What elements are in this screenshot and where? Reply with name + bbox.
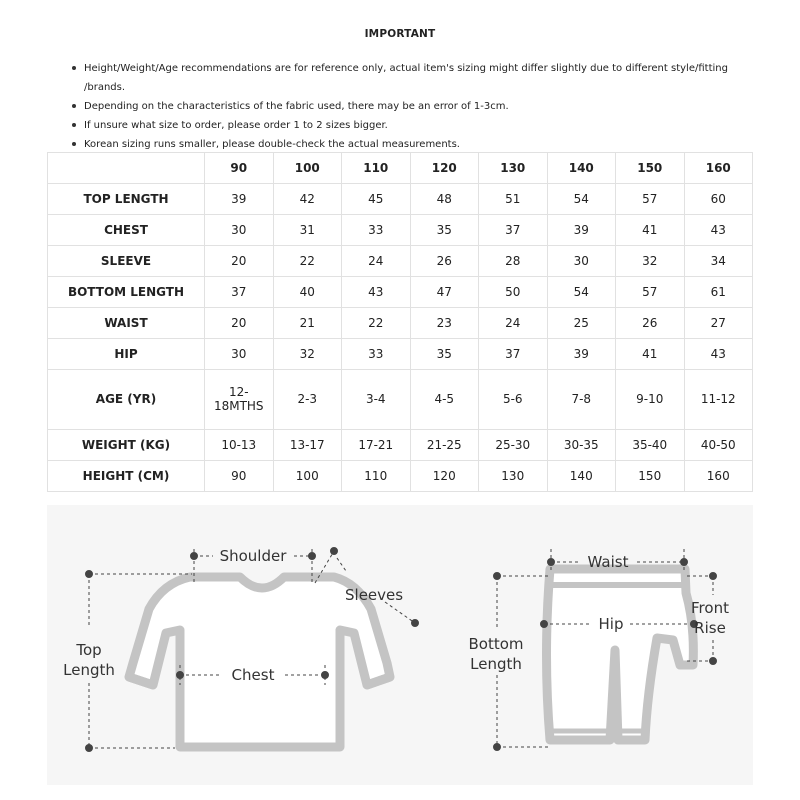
- table-cell: 28: [479, 246, 548, 277]
- important-title: IMPORTANT: [364, 28, 436, 40]
- table-cell: 57: [616, 184, 685, 215]
- size-header-row: [48, 153, 753, 184]
- table-cell: 110: [342, 460, 411, 491]
- table-cell: 30: [205, 215, 274, 246]
- table-cell: 39: [547, 215, 616, 246]
- table-cell: 33: [342, 215, 411, 246]
- measurement-diagram: [47, 505, 753, 785]
- note-item: Height/Weight/Age recommendations are for reference only, actual item's sizing might differ slightly due to different style/fitting /brands.: [72, 59, 762, 97]
- table-cell: 21-25: [410, 429, 479, 460]
- table-row: [48, 370, 753, 430]
- table-cell: 54: [547, 184, 616, 215]
- table-cell: 26: [616, 308, 685, 339]
- table-cell: 140: [547, 460, 616, 491]
- table-cell: 30: [205, 339, 274, 370]
- bottom-garment-illustration: [547, 569, 694, 740]
- size-header-cell: 90: [205, 153, 274, 184]
- bottom-length-label-line2: Length: [470, 655, 522, 673]
- table-cell: 4-5: [410, 370, 479, 430]
- bottom-length-label-line1: Bottom: [468, 635, 524, 653]
- table-cell: 43: [342, 277, 411, 308]
- table-row: [48, 184, 753, 215]
- table-cell: 35-40: [616, 429, 685, 460]
- row-label-cell: CHEST: [48, 215, 205, 246]
- row-label-cell: AGE (YR): [48, 370, 205, 430]
- table-cell: 13-17: [273, 429, 342, 460]
- table-cell: 160: [684, 460, 753, 491]
- table-cell: 37: [205, 277, 274, 308]
- table-cell: 54: [547, 277, 616, 308]
- size-header-cell: 130: [479, 153, 548, 184]
- front-rise-label-line1: Front: [691, 599, 729, 617]
- table-cell: 37: [479, 339, 548, 370]
- row-label-cell: BOTTOM LENGTH: [48, 277, 205, 308]
- table-cell: 9-10: [616, 370, 685, 430]
- table-cell: 40: [273, 277, 342, 308]
- table-cell: 26: [410, 246, 479, 277]
- table-cell: 30: [547, 246, 616, 277]
- row-label-cell: HEIGHT (CM): [48, 460, 205, 491]
- table-cell: 41: [616, 339, 685, 370]
- table-cell: 47: [410, 277, 479, 308]
- table-row: [48, 460, 753, 491]
- table-cell: 100: [273, 460, 342, 491]
- top-length-label-line1: Top: [76, 641, 102, 659]
- table-cell: 21: [273, 308, 342, 339]
- table-cell: 2-3: [273, 370, 342, 430]
- chest-label: Chest: [231, 666, 275, 684]
- table-cell: 42: [273, 184, 342, 215]
- row-label-cell: HIP: [48, 339, 205, 370]
- table-cell: 24: [342, 246, 411, 277]
- table-cell: 50: [479, 277, 548, 308]
- table-row: [48, 339, 753, 370]
- table-cell: 60: [684, 184, 753, 215]
- size-chart-body: [48, 153, 753, 492]
- table-cell: 10-13: [205, 429, 274, 460]
- table-cell: 33: [342, 339, 411, 370]
- table-cell: 25: [547, 308, 616, 339]
- shoulder-label: Shoulder: [219, 547, 287, 565]
- row-label-cell: SLEEVE: [48, 246, 205, 277]
- table-cell: 32: [273, 339, 342, 370]
- table-cell: 90: [205, 460, 274, 491]
- table-cell: 39: [547, 339, 616, 370]
- table-cell: 11-12: [684, 370, 753, 430]
- row-label-cell: TOP LENGTH: [48, 184, 205, 215]
- table-cell: 40-50: [684, 429, 753, 460]
- size-header-cell: 120: [410, 153, 479, 184]
- table-cell: 120: [410, 460, 479, 491]
- table-cell: 23: [410, 308, 479, 339]
- table-cell: 22: [273, 246, 342, 277]
- size-header-cell: 110: [342, 153, 411, 184]
- table-cell: 41: [616, 215, 685, 246]
- note-item: Korean sizing runs smaller, please double-check the actual measurements.: [72, 135, 762, 154]
- table-cell: 20: [205, 246, 274, 277]
- table-cell: 130: [479, 460, 548, 491]
- table-cell: 24: [479, 308, 548, 339]
- size-header-cell: 140: [547, 153, 616, 184]
- table-cell: 35: [410, 339, 479, 370]
- table-cell: 57: [616, 277, 685, 308]
- table-cell: 7-8: [547, 370, 616, 430]
- table-cell: 34: [684, 246, 753, 277]
- table-cell: 48: [410, 184, 479, 215]
- table-cell: 3-4: [342, 370, 411, 430]
- table-cell: 5-6: [479, 370, 548, 430]
- measurement-diagram-svg: [47, 505, 753, 785]
- table-row: [48, 277, 753, 308]
- size-chart-table: [47, 152, 753, 492]
- table-cell: 31: [273, 215, 342, 246]
- table-cell: 20: [205, 308, 274, 339]
- row-label-cell: WEIGHT (KG): [48, 429, 205, 460]
- table-cell: 30-35: [547, 429, 616, 460]
- notes-list: [72, 59, 762, 154]
- table-row: [48, 246, 753, 277]
- row-label-cell: WAIST: [48, 308, 205, 339]
- table-row: [48, 308, 753, 339]
- table-cell: 35: [410, 215, 479, 246]
- front-rise-label-line2: Rise: [694, 619, 726, 637]
- table-cell: 17-21: [342, 429, 411, 460]
- table-cell: 51: [479, 184, 548, 215]
- waist-label: Waist: [587, 553, 629, 571]
- note-item: Depending on the characteristics of the fabric used, there may be an error of 1-3cm.: [72, 97, 762, 116]
- header-corner-cell: [48, 153, 205, 184]
- table-cell: 37: [479, 215, 548, 246]
- table-cell: 32: [616, 246, 685, 277]
- table-cell: 22: [342, 308, 411, 339]
- table-row: [48, 429, 753, 460]
- sleeves-label: Sleeves: [345, 586, 404, 604]
- table-cell: 25-30: [479, 429, 548, 460]
- hip-label: Hip: [598, 615, 624, 633]
- size-header-cell: 100: [273, 153, 342, 184]
- table-cell: 43: [684, 339, 753, 370]
- table-cell: 61: [684, 277, 753, 308]
- table-row: [48, 215, 753, 246]
- size-header-cell: 160: [684, 153, 753, 184]
- table-cell: 43: [684, 215, 753, 246]
- table-cell: 12-18MTHS: [205, 370, 274, 430]
- table-cell: 39: [205, 184, 274, 215]
- size-header-cell: 150: [616, 153, 685, 184]
- note-item: If unsure what size to order, please order 1 to 2 sizes bigger.: [72, 116, 762, 135]
- table-cell: 150: [616, 460, 685, 491]
- top-length-label-line2: Length: [63, 661, 115, 679]
- table-cell: 27: [684, 308, 753, 339]
- table-cell: 45: [342, 184, 411, 215]
